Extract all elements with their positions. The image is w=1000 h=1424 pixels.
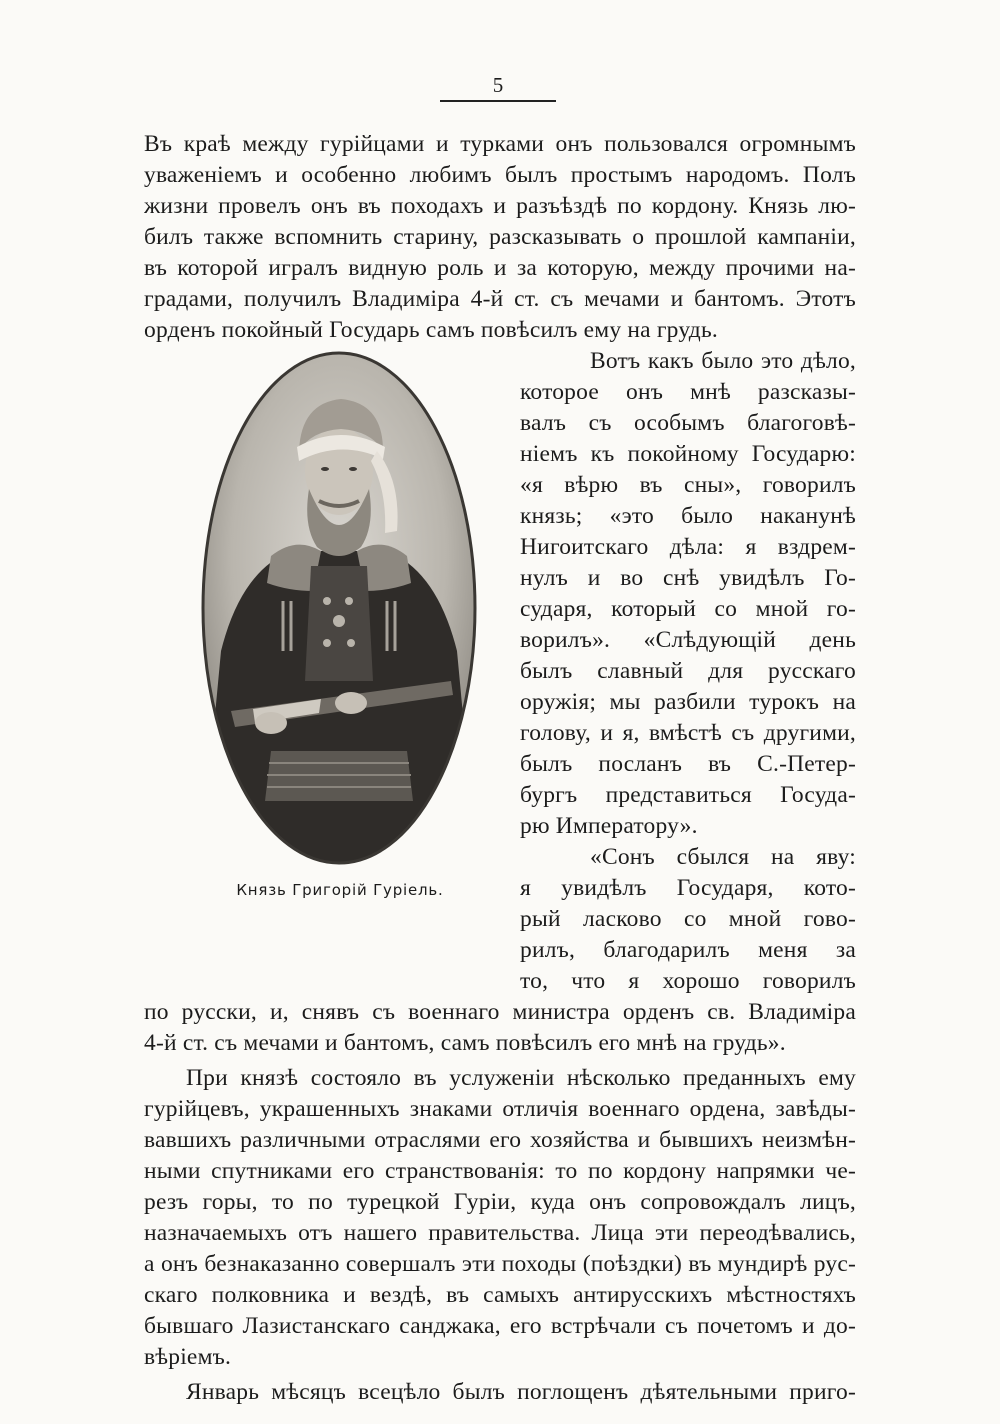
text-line: уваженіемъ и особенно любимъ былъ простымъ народомъ. Полъ <box>144 162 856 188</box>
text-line: рю Императору». <box>520 813 698 839</box>
text-line: жизни провелъ онъ въ походахъ и разъѣздѣ по кордону. Князь лю- <box>144 193 856 219</box>
text-line: по русски, и, снявъ съ военнаго министра орденъ св. Владиміра <box>144 999 856 1025</box>
text-line: бургъ представиться Госуда- <box>520 782 856 808</box>
text-line: вѣріемъ. <box>144 1344 232 1370</box>
text-line: которое онъ мнѣ разсказы- <box>520 379 856 405</box>
text-line: орденъ покойный Государь самъ повѣсилъ ему на грудь. <box>144 317 718 343</box>
text-line: Январь мѣсяцъ всецѣло былъ поглощенъ дѣятельными приго- <box>186 1379 856 1405</box>
text-line: 4-й ст. съ мечами и бантомъ, самъ повѣсилъ его мнѣ на грудь». <box>144 1030 786 1056</box>
text-line: Вотъ какъ было это дѣло, <box>590 348 856 374</box>
text-line: назначаемыхъ отъ нашего правительства. Лица эти переодѣвались, <box>144 1220 856 1246</box>
text-line: ніемъ къ покойному Государю: <box>520 441 856 467</box>
portrait-photo <box>201 351 477 865</box>
text-line: рый ласково со мной гово- <box>520 906 856 932</box>
text-line: былъ посланъ въ С.-Петер- <box>520 751 856 777</box>
portrait-caption: Князь Григорій Гуріель. <box>236 881 444 899</box>
text-line: а онъ безнаказанно совершалъ эти походы (поѣздки) въ мундирѣ рус- <box>144 1251 856 1277</box>
text-line: резъ горы, то по турецкой Гуріи, куда онъ сопровождалъ лицъ, <box>144 1189 856 1215</box>
text-line: князь; «это было наканунѣ <box>520 503 856 529</box>
text-line: въ которой игралъ видную роль и за которую, между прочими на- <box>144 255 856 281</box>
text-line: Нигоитскаго дѣла: я вздрем- <box>520 534 856 560</box>
text-line: сударя, который со мной го- <box>520 596 856 622</box>
text-line: рилъ, благодарилъ меня за <box>520 937 856 963</box>
text-line: оружія; мы разбили турокъ на <box>520 689 856 715</box>
text-line: ными спутниками его странствованія: то по кордону напрямки че- <box>144 1158 856 1184</box>
text-line: я увидѣлъ Государя, кото- <box>520 875 856 901</box>
text-line: градами, получилъ Владиміра 4-й ст. съ мечами и бантомъ. Этотъ <box>144 286 856 312</box>
text-line: бывшаго Лазистанскаго санджака, его встрѣчали съ почетомъ и до- <box>144 1313 856 1339</box>
text-line: «Сонъ сбылся на яву: <box>590 844 856 870</box>
text-line: голову, и я, вмѣстѣ съ другими, <box>520 720 856 746</box>
text-line: скаго полковника и вездѣ, въ самыхъ антирусскихъ мѣстностяхъ <box>144 1282 856 1308</box>
text-line: «я вѣрю въ сны», говорилъ <box>520 472 856 498</box>
text-line: былъ славный для русскаго <box>520 658 856 684</box>
text-line: то, что я хорошо говорилъ <box>520 968 856 994</box>
text-line: вавшихъ различными отраслями его хозяйства и бывшихъ неизмѣн- <box>144 1127 856 1153</box>
text-line: Въ краѣ между гурійцами и турками онъ пользовался огромнымъ <box>144 131 856 157</box>
text-line: гурійцевъ, украшенныхъ знаками отличія военнаго ордена, завѣды- <box>144 1096 856 1122</box>
text-line: билъ также вспомнить старину, разсказывать о прошлой кампаніи, <box>144 224 856 250</box>
text-line: нулъ и во снѣ увидѣлъ Го- <box>520 565 856 591</box>
page-number: 5 <box>440 72 556 102</box>
text-line: валъ съ особымъ благоговѣ- <box>520 410 856 436</box>
text-line: При князѣ состояло въ услуженіи нѣсколько преданныхъ ему <box>186 1065 856 1091</box>
text-line: ворилъ». «Слѣдующій день <box>520 627 856 653</box>
